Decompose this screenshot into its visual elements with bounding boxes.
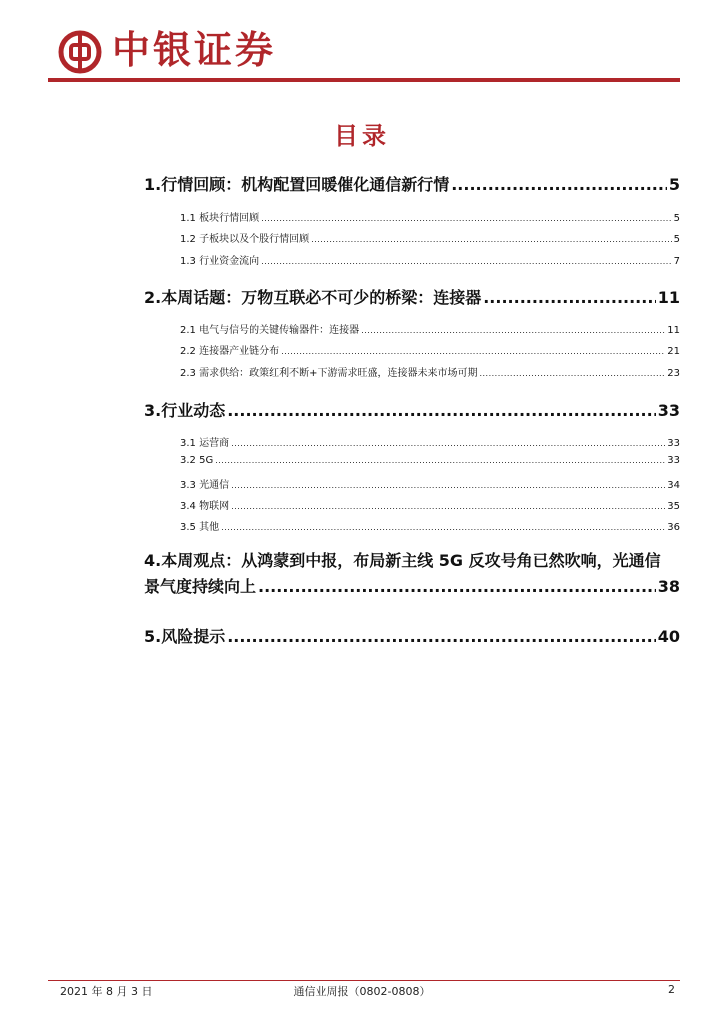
toc-entry-3-5[interactable]: [180, 518, 680, 533]
toc-entry-page: 7: [673, 256, 680, 267]
toc-entry-label-line1: 4.本周观点：从鸿蒙到中报，布局新主线 5G 反攻号角已然吹响，光通信: [144, 551, 661, 570]
footer-page-number: 2: [668, 983, 675, 996]
toc-entry-page: 33: [657, 401, 680, 420]
toc-entry-page: 5: [673, 234, 680, 245]
toc-entry-label-line2: 景气度持续向上: [144, 577, 257, 596]
toc-entry-page: 33: [667, 438, 680, 449]
toc-entry-3-4[interactable]: [180, 497, 680, 512]
footer-date: 2021 年 8 月 3 日: [60, 985, 153, 998]
toc-entry-label: 3.1 运营商: [180, 438, 230, 449]
toc-entry-3[interactable]: [144, 398, 680, 421]
toc-entry-2-2[interactable]: [180, 342, 680, 357]
toc-entry-page: 5: [673, 213, 680, 224]
toc-leader-dots: [227, 401, 656, 420]
toc-entry-1[interactable]: [144, 172, 680, 195]
toc-entry-3-3[interactable]: [180, 476, 680, 491]
toc-entry-2-1[interactable]: [180, 321, 680, 336]
toc-entry-page: 38: [657, 577, 680, 596]
toc-leader-dots: [261, 256, 672, 267]
toc-entry-1-3[interactable]: [180, 252, 680, 267]
toc-entry-page: 40: [657, 627, 680, 646]
toc-entry-label: 5.风险提示: [144, 627, 226, 646]
toc-leader-dots: [231, 501, 665, 512]
toc-entry-label: 3.3 光通信: [180, 480, 230, 491]
toc-leader-dots: [361, 325, 665, 336]
header-rule: [48, 78, 680, 82]
toc-leader-dots: [258, 574, 656, 600]
toc-entry-label: 2.1 电气与信号的关键传输器件：连接器: [180, 325, 360, 336]
toc-entry-3-2[interactable]: [180, 455, 680, 466]
toc-leader-dots: [281, 346, 665, 357]
toc-leader-dots: [261, 213, 672, 224]
toc-entry-label: 1.1 板块行情回顾: [180, 213, 260, 224]
toc-leader-dots: [479, 368, 665, 379]
toc-entry-label: 3.行业动态: [144, 401, 226, 420]
toc-leader-dots: [451, 175, 667, 194]
toc-entry-label: 1.行情回顾：机构配置回暖催化通信新行情: [144, 175, 450, 194]
toc-entry-page: 11: [657, 288, 680, 307]
toc-leader-dots: [221, 522, 665, 533]
toc-entry-page: 5: [668, 175, 680, 194]
brand-name: 中银证券: [112, 27, 277, 72]
toc-entry-page: 11: [667, 325, 680, 336]
toc-entry-page: 21: [667, 346, 680, 357]
toc-leader-dots: [227, 627, 656, 646]
toc-entry-page: 35: [667, 501, 680, 512]
toc-entry-page: 33: [667, 455, 680, 466]
toc-entry-page: 36: [667, 522, 680, 533]
toc-entry-3-1[interactable]: [180, 434, 680, 449]
toc-entry-label: 2.本周话题：万物互联必不可少的桥梁：连接器: [144, 288, 482, 307]
toc-leader-dots: [215, 455, 665, 466]
bank-of-china-logo-icon: [58, 30, 102, 74]
toc-leader-dots: [231, 480, 665, 491]
toc-entry-page: 34: [667, 480, 680, 491]
toc-entry-label: 3.4 物联网: [180, 501, 230, 512]
toc-entry-1-1[interactable]: [180, 209, 680, 224]
toc-leader-dots: [311, 234, 672, 245]
toc-entry-4[interactable]: [144, 548, 680, 600]
page-header: [0, 0, 724, 90]
toc-entry-label: 2.3 需求供给：政策红利不断+下游需求旺盛，连接器未来市场可期: [180, 368, 478, 379]
toc-leader-dots: [231, 438, 665, 449]
toc-entry-5[interactable]: [144, 624, 680, 647]
toc-entry-label: 2.2 连接器产业链分布: [180, 346, 280, 357]
toc-entry-2[interactable]: [144, 285, 680, 308]
toc-entry-label: 3.5 其他: [180, 522, 220, 533]
footer-report-title: 通信业周报（0802-0808）: [293, 985, 431, 998]
toc-entry-label: 1.2 子板块以及个股行情回顾: [180, 234, 310, 245]
toc-title: 目录: [334, 122, 390, 150]
toc-entry-line2: [144, 574, 680, 600]
footer-rule: [48, 980, 680, 981]
toc-entry-2-3[interactable]: [180, 364, 680, 379]
toc-leader-dots: [483, 288, 656, 307]
toc-entry-label: 1.3 行业资金流向: [180, 256, 260, 267]
toc-entry-page: 23: [667, 368, 680, 379]
toc-entry-1-2[interactable]: [180, 230, 680, 245]
toc-entry-label: 3.2 5G: [180, 455, 214, 466]
